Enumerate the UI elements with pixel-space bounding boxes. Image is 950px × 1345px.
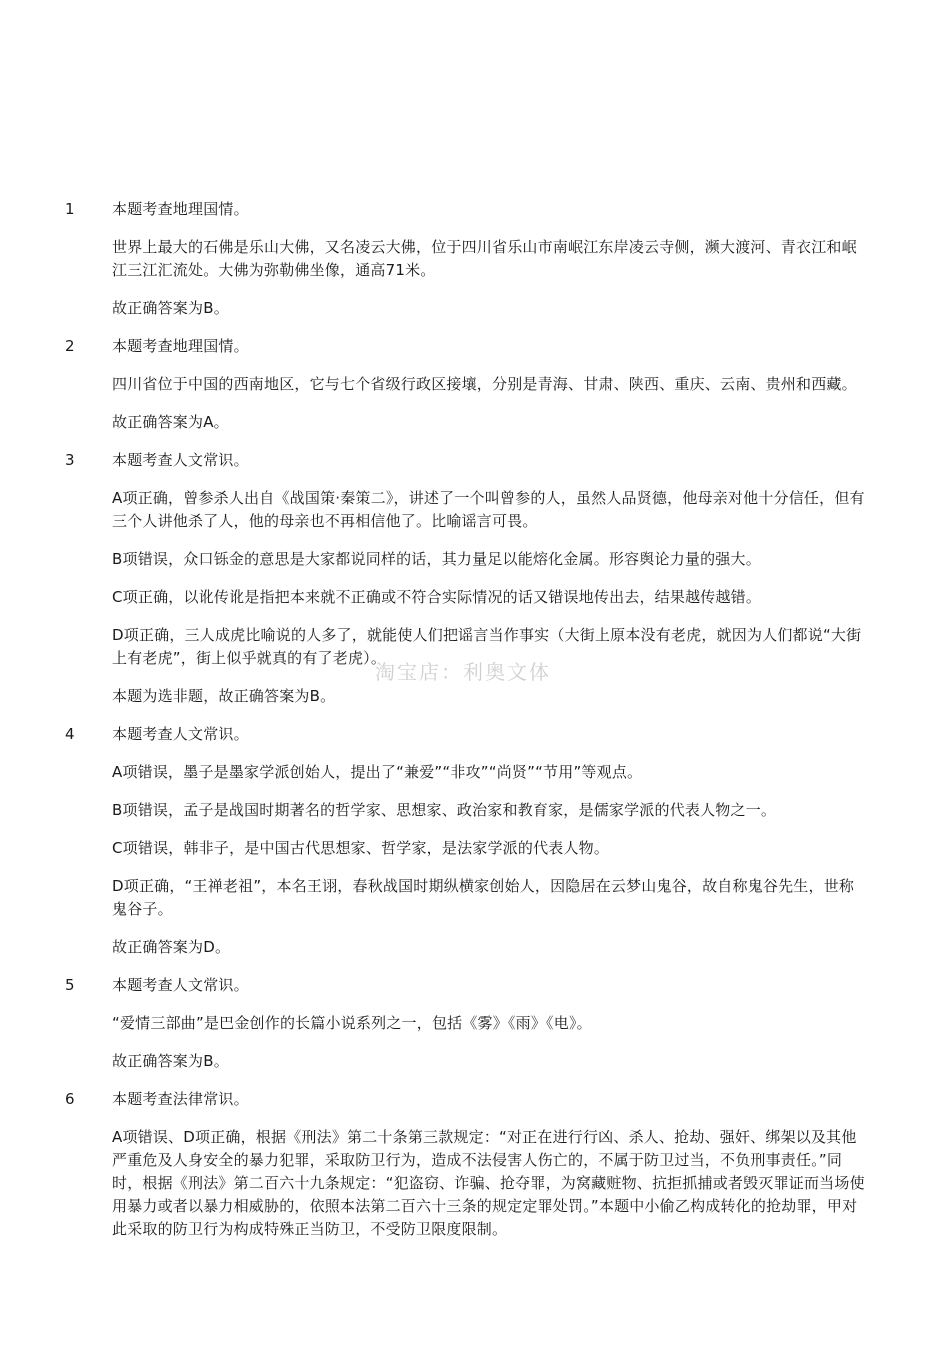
answer-line: 故正确答案为B。 (112, 299, 229, 317)
answer-line: 故正确答案为B。 (112, 1052, 229, 1070)
topic-line: 本题考查地理国情。 (112, 200, 249, 218)
question-2 (0, 335, 950, 434)
topic-line: 本题考查人文常识。 (112, 451, 249, 469)
question-number: 3 (65, 451, 75, 469)
option-d-explanation: D项正确，“王禅老祖”，本名王诩，春秋战国时期纵横家创始人，因隐居在云梦山鬼谷，故自称鬼谷先生，世称鬼谷子。 (112, 877, 855, 918)
answer-line: 故正确答案为A。 (112, 413, 229, 431)
question-5 (0, 974, 950, 1073)
answer-line: 本题为选非题，故正确答案为B。 (112, 687, 336, 705)
option-a-explanation: A项错误，墨子是墨家学派创始人，提出了“兼爱”“非攻”“尚贤”“节用”等观点。 (112, 763, 643, 781)
topic-line: 本题考查人文常识。 (112, 976, 249, 994)
question-number: 5 (65, 976, 75, 994)
explanation-paragraph: 四川省位于中国的西南地区，它与七个省级行政区接壤，分别是青海、甘肃、陕西、重庆、云南、贵州和西藏。 (112, 375, 857, 393)
question-number: 6 (65, 1090, 75, 1108)
explanation-paragraph: A项错误、D项正确，根据《刑法》第二十条第三款规定：“对正在进行行凶、杀人、抢劫、强奸、绑架以及其他严重危及人身安全的暴力犯罪，采取防卫行为，造成不法侵害人伤亡的，不属于防卫过当，不负刑事责任。”同时，根据《刑法》第二百六十九条规定：“犯盗窃、诈骗、抢夺罪，为窝藏赃物、抗拒抓捕或者毁灭罪证而当场使用暴力或者以暴力相威胁的，依照本法第二百六十三条的规定定罪处罚。”本题中小偷乙构成转化的抢劫罪，甲对此采取的防卫行为构成特殊正当防卫，不受防卫限度限制。 (112, 1128, 865, 1238)
question-number: 4 (65, 725, 75, 743)
option-a-explanation: A项正确，曾参杀人出自《战国策·秦策二》，讲述了一个叫曾参的人，虽然人品贤德，他母亲对他十分信任，但有三个人讲他杀了人，他的母亲也不再相信他了。比喻谣言可畏。 (112, 489, 865, 530)
answer-explanations (0, 183, 950, 1254)
option-b-explanation: B项错误，众口铄金的意思是大家都说同样的话，其力量足以能熔化金属。形容舆论力量的强大。 (112, 550, 761, 568)
explanation-paragraph: 世界上最大的石佛是乐山大佛，又名凌云大佛，位于四川省乐山市南岷江东岸凌云寺侧，濒大渡河、青衣江和岷江三江汇流处。大佛为弥勒佛坐像，通高71米。 (112, 238, 857, 279)
question-number: 2 (65, 337, 75, 355)
question-4 (0, 723, 950, 959)
option-b-explanation: B项错误，孟子是战国时期著名的哲学家、思想家、政治家和教育家，是儒家学派的代表人物之一。 (112, 801, 777, 819)
option-c-explanation: C项错误，韩非子，是中国古代思想家、哲学家，是法家学派的代表人物。 (112, 839, 610, 857)
option-d-explanation: D项正确，三人成虎比喻说的人多了，就能使人们把谣言当作事实（大街上原本没有老虎，就因为人们都说“大街上有老虎”，街上似乎就真的有了老虎）。 (112, 626, 862, 667)
topic-line: 本题考查地理国情。 (112, 337, 249, 355)
question-number: 1 (65, 200, 75, 218)
question-1 (0, 198, 950, 320)
question-6 (0, 1088, 950, 1241)
topic-line: 本题考查法律常识。 (112, 1090, 249, 1108)
option-c-explanation: C项正确，以讹传讹是指把本来就不正确或不符合实际情况的话又错误地传出去，结果越传越错。 (112, 588, 762, 606)
explanation-paragraph: “爱情三部曲”是巴金创作的长篇小说系列之一，包括《雾》《雨》《电》。 (112, 1014, 592, 1032)
shop-watermark: 淘宝店：利奥文体 (375, 660, 551, 684)
topic-line: 本题考查人文常识。 (112, 725, 249, 743)
answer-line: 故正确答案为D。 (112, 938, 231, 956)
